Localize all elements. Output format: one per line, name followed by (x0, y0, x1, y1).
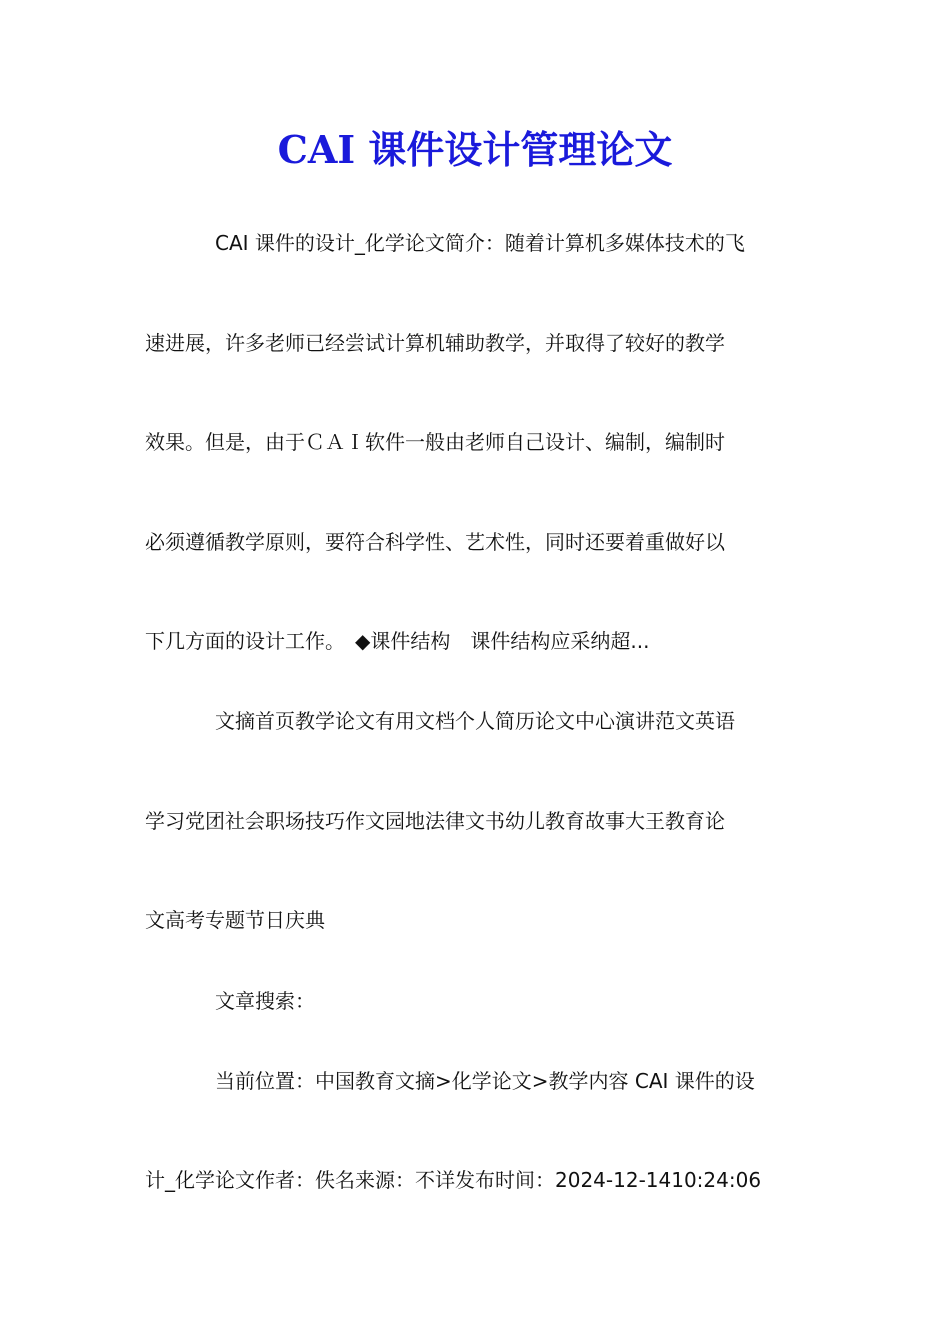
document-title: CAI 课件设计管理论文 (277, 127, 673, 172)
paragraph-line: 文高考专题节日庆典 (145, 908, 325, 932)
paragraph-line: 学习党团社会职场技巧作文园地法律文书幼儿教育故事大王教育论 (145, 809, 725, 833)
paragraph-line: 速进展，许多老师已经尝试计算机辅助教学，并取得了较好的教学 (145, 331, 725, 355)
paragraph-line: CAI 课件的设计_化学论文简介：随着计算机多媒体技术的飞 (215, 231, 745, 255)
paragraph-line: 必须遵循教学原则，要符合科学性、艺术性，同时还要着重做好以 (145, 530, 725, 554)
article-meta-line: 计_化学论文作者：佚名来源：不详发布时间：2024-12-1410:24:06 (145, 1168, 762, 1192)
paragraph-line: 文摘首页教学论文有用文档个人简历论文中心演讲范文英语 (215, 709, 735, 733)
paragraph-line: 下几方面的设计工作。 ◆课件结构 课件结构应采纳超... (145, 629, 650, 653)
breadcrumb-line: 当前位置：中国教育文摘>化学论文>教学内容 CAI 课件的设 (215, 1069, 755, 1093)
search-label: 文章搜索： (215, 989, 315, 1013)
paragraph-line: 效果。但是，由于ＣＡＩ软件一般由老师自己设计、编制，编制时 (145, 430, 725, 454)
